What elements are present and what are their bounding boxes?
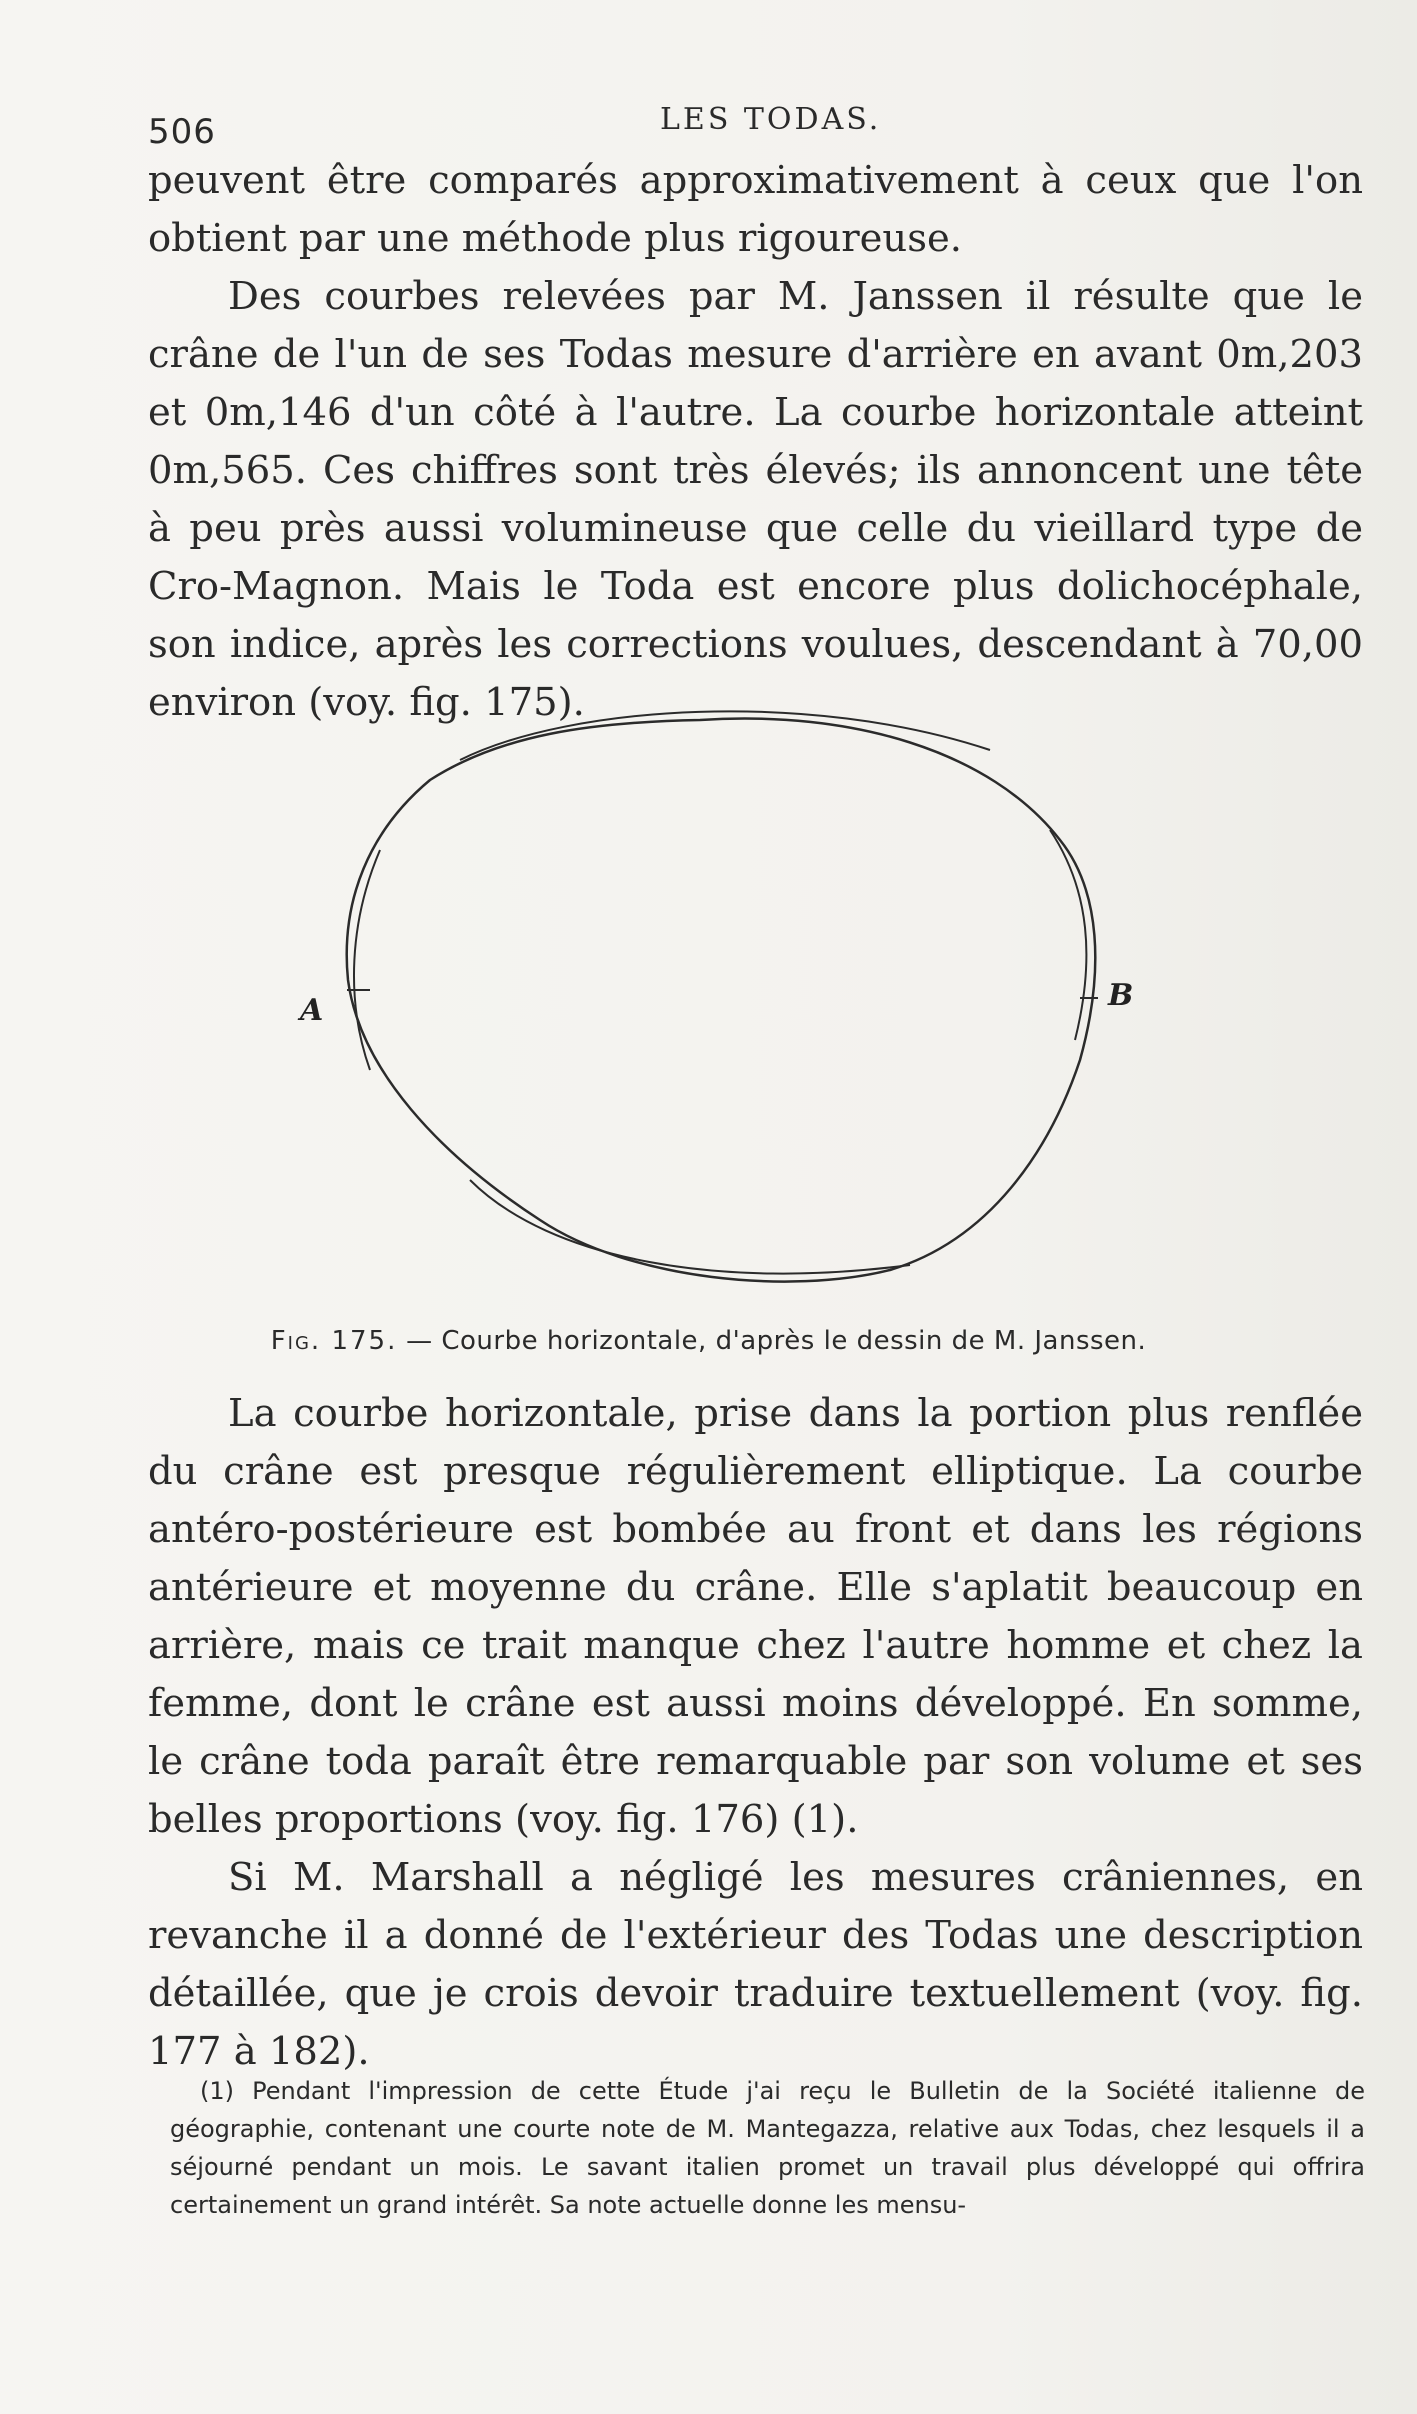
running-head: LES TODAS.	[660, 102, 882, 137]
caption-label: Fig. 175.	[270, 1326, 398, 1356]
paragraph: Si M. Marshall a négligé les mesures crâniennes, en revanche il a donné de l'extérieur des Todas une description détaillée, que je crois devoir traduire textuellement (voy. fig. 177 à 182).	[148, 1855, 1363, 2074]
footnote-text: (1) Pendant l'impression de cette Étude j'ai reçu le Bulletin de la Société italienne de géographie, contenant une courte note de M. Mantegazza, relative aux Todas, chez lesquels il a séjourné pendant un mois. Le savant italien promet un travail plus développé qui offrira certainement un grand intérêt. Sa note actuelle donne les mensu-	[170, 2077, 1365, 2219]
paragraph: peuvent être comparés approximativement à ceux que l'on obtient par une méthode plus rigoureuse.	[148, 158, 1363, 261]
figure-label-a: A	[300, 993, 324, 1028]
body-text-top	[148, 152, 1363, 732]
curve-overlay-right	[1050, 830, 1086, 1040]
figure-horizontal-curve	[290, 680, 1240, 1320]
footnote	[170, 2072, 1365, 2224]
curve-overlay-bottom	[470, 1180, 910, 1274]
body-text-bottom	[148, 1385, 1363, 2081]
page-number: 506	[148, 112, 216, 152]
paragraph: Des courbes relevées par M. Janssen il résulte que le crâne de l'un de ses Todas mesure d'arrière en avant 0m,203 et 0m,146 d'un côté à l'autre. La courbe horizontale atteint 0m,565. Ces chiffres sont très élevés; ils annoncent une tête à peu près aussi volumineuse que celle du vieillard type de Cro-Magnon. Mais le Toda est encore plus dolichocéphale, son indice, après les corrections voulues, descendant à 70,00 environ (voy. fig. 175).	[148, 274, 1363, 725]
paragraph: La courbe horizontale, prise dans la portion plus renflée du crâne est presque régulièrement elliptique. La courbe antéro-postérieure est bombée au front et dans les régions antérieure et moyenne du crâne. Elle s'aplatit beaucoup en arrière, mais ce trait manque chez l'autre homme et chez la femme, dont le crâne est aussi moins développé. En somme, le crâne toda paraît être remarquable par son volume et ses belles proportions (voy. fig. 176) (1).	[148, 1391, 1363, 1842]
horizontal-curve	[347, 719, 1096, 1282]
figure-label-b: B	[1108, 978, 1134, 1013]
caption-text: — Courbe horizontale, d'après le dessin de M. Janssen.	[406, 1326, 1147, 1356]
figure-caption	[0, 1326, 1417, 1356]
skull-outline-drawing	[290, 680, 1240, 1320]
